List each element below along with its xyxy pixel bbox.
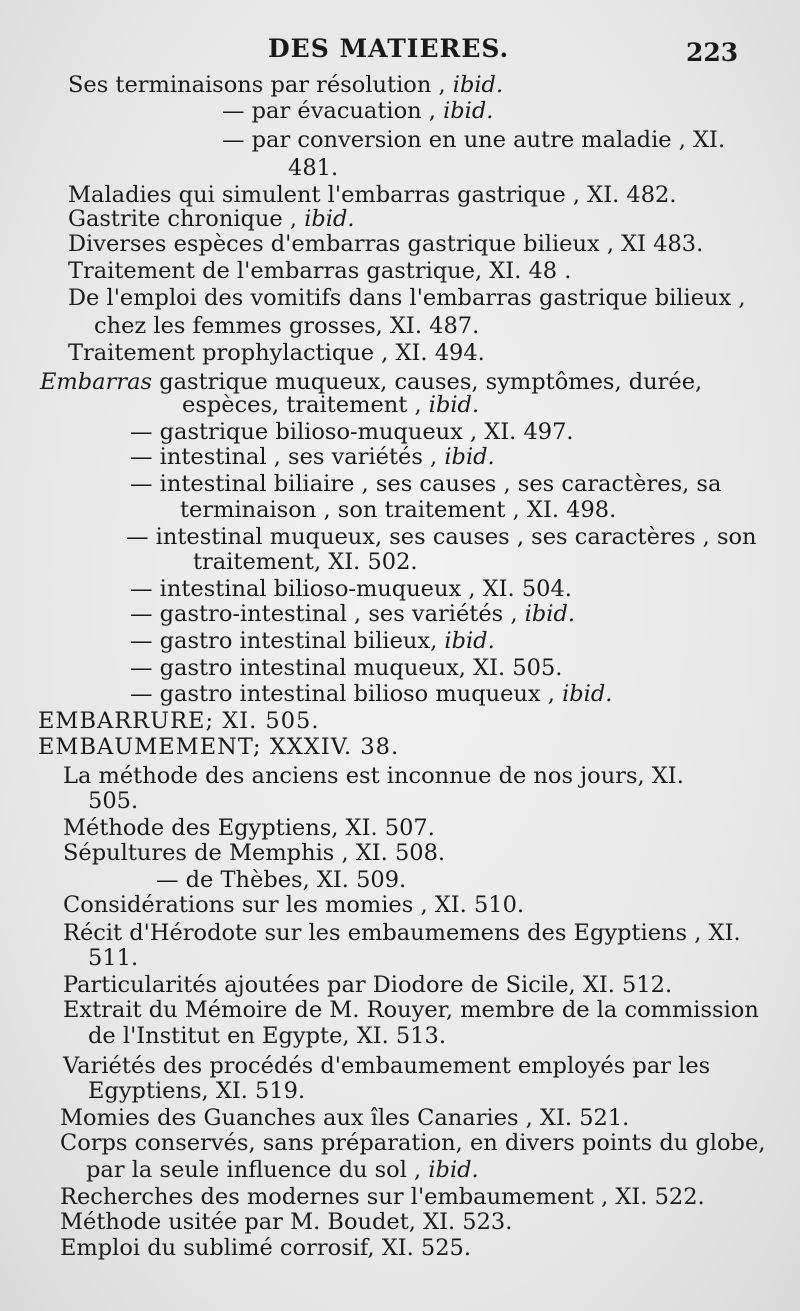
index-line: Considérations sur les momies , XI. 510. — [63, 892, 525, 918]
index-line: Maladies qui simulent l'embarras gastrique , XI. 482. — [68, 182, 677, 208]
index-line: — intestinal biliaire , ses causes , ses caractères, sa — [130, 471, 722, 497]
index-line: EMBAUMEMENT; XXXIV. 38. — [38, 734, 400, 760]
index-line: Traitement prophylactique , XI. 494. — [68, 340, 485, 366]
index-line: — intestinal , ses variétés , ibid. — [130, 444, 495, 470]
index-line: Corps conservés, sans préparation, en divers points du globe, — [60, 1130, 766, 1156]
index-line: traitement, XI. 502. — [193, 549, 418, 575]
index-line: Momies des Guanches aux îles Canaries , XI. 521. — [60, 1105, 630, 1131]
index-line: 505. — [88, 788, 139, 814]
index-line: Sépultures de Memphis , XI. 508. — [63, 840, 446, 866]
index-line: Extrait du Mémoire de M. Rouyer, membre de la commission — [63, 997, 759, 1023]
index-line: Méthode usitée par M. Boudet, XI. 523. — [60, 1209, 513, 1235]
index-line: par la seule influence du sol , ibid. — [86, 1157, 479, 1183]
index-line: — intestinal bilioso-muqueux , XI. 504. — [130, 576, 572, 602]
index-line: Recherches des modernes sur l'embaumement , XI. 522. — [60, 1184, 705, 1210]
page-number: 223 — [686, 38, 739, 67]
index-line: Diverses espèces d'embarras gastrique bilieux , XI 483. — [68, 231, 704, 257]
index-line: Gastrite chronique , ibid. — [68, 206, 355, 232]
index-line: Méthode des Egyptiens, XI. 507. — [63, 815, 435, 841]
index-line: Embarras gastrique muqueux, causes, symptômes, durée, — [40, 369, 703, 395]
index-line: Variétés des procédés d'embaumement employés par les — [63, 1053, 711, 1079]
index-line: espèces, traitement , ibid. — [182, 392, 480, 418]
index-line: chez les femmes grosses, XI. 487. — [94, 313, 480, 339]
index-line: De l'emploi des vomitifs dans l'embarras gastrique bilieux , — [68, 285, 746, 311]
index-line: — gastro-intestinal , ses variétés , ibid. — [130, 601, 576, 627]
index-line: — gastro intestinal bilieux, ibid. — [130, 628, 495, 654]
index-line: — gastro intestinal muqueux, XI. 505. — [130, 655, 563, 681]
index-line: Particularités ajoutées par Diodore de Sicile, XI. 512. — [63, 972, 673, 998]
index-line: terminaison , son traitement , XI. 498. — [180, 497, 617, 523]
page-header — [0, 34, 800, 74]
index-line: Ses terminaisons par résolution , ibid. — [68, 72, 504, 98]
index-line: Traitement de l'embarras gastrique, XI. 48 . — [68, 258, 572, 284]
index-line: Emploi du sublimé corrosif, XI. 525. — [60, 1235, 472, 1261]
index-line: — intestinal muqueux, ses causes , ses caractères , son — [126, 524, 757, 550]
index-line: — gastro intestinal bilioso muqueux , ibid. — [130, 681, 613, 707]
index-line: — gastrique bilioso-muqueux , XI. 497. — [130, 419, 574, 445]
index-line: — de Thèbes, XI. 509. — [156, 867, 407, 893]
running-title: DES MATIERES. — [268, 34, 510, 63]
index-line: 511. — [88, 945, 139, 971]
index-line: de l'Institut en Egypte, XI. 513. — [88, 1023, 447, 1049]
index-line: 481. — [288, 155, 339, 181]
index-line: Egyptiens, XI. 519. — [88, 1078, 306, 1104]
index-line: Récit d'Hérodote sur les embaumemens des Egyptiens , XI. — [63, 920, 741, 946]
index-line: — par évacuation , ibid. — [222, 98, 494, 124]
index-line: EMBARRURE; XI. 505. — [38, 708, 320, 734]
index-line: — par conversion en une autre maladie , XI. — [222, 127, 726, 153]
index-line: La méthode des anciens est inconnue de nos jours, XI. — [63, 763, 684, 789]
